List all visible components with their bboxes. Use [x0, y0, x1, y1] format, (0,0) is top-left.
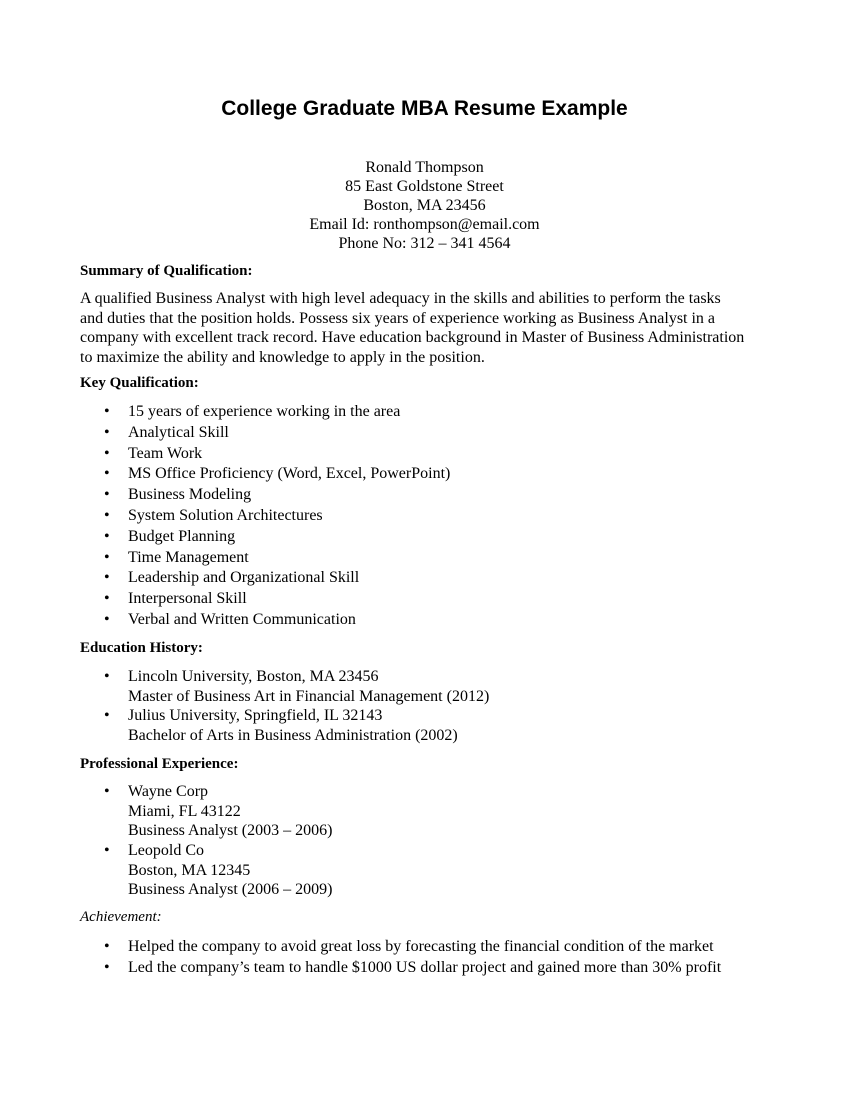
bullet-icon: • [104, 423, 110, 441]
experience-company: Leopold Co [128, 842, 204, 860]
experience-company: Wayne Corp [128, 783, 209, 800]
bullet-icon: • [104, 527, 110, 545]
bullet-icon: • [104, 938, 110, 955]
key-qualification-heading: Key Qualification: [80, 375, 199, 391]
list-item [104, 527, 450, 548]
list-item [104, 402, 450, 423]
contact-email: Email Id: ronthompson@email.com [309, 216, 540, 233]
experience-location: Boston, MA 12345 [128, 861, 251, 879]
list-item-text: Time Management [128, 548, 249, 566]
bullet-icon: • [104, 444, 110, 462]
contact-block [0, 158, 849, 253]
summary-line: A qualified Business Analyst with high level adequacy in the skills and abilities to perform the tasks [80, 290, 721, 307]
list-item [104, 957, 721, 978]
bullet-icon: • [104, 610, 110, 628]
education-heading: Education History: [80, 640, 203, 656]
experience-role: Business Analyst (2003 – 2006) [128, 822, 333, 840]
experience-heading: Professional Experience: [80, 756, 239, 772]
summary-line: and duties that the position holds. Possess six years of experience working as Business Analyst in a [80, 309, 716, 327]
list-item-text: Team Work [128, 444, 203, 462]
education-list [104, 667, 489, 746]
bullet-icon: • [104, 590, 110, 608]
list-item-text: Analytical Skill [128, 423, 229, 441]
list-item [104, 841, 332, 900]
education-degree: Bachelor of Arts in Business Administration (2002) [128, 727, 458, 745]
contact-city: Boston, MA 23456 [363, 197, 486, 214]
list-item [104, 485, 450, 506]
education-degree: Master of Business Art in Financial Management (2012) [128, 687, 490, 705]
bullet-icon: • [104, 959, 110, 976]
summary-heading: Summary of Qualification: [80, 263, 253, 279]
list-item-text: Helped the company to avoid great loss by forecasting the financial condition of the market [128, 938, 714, 955]
list-item [104, 464, 450, 485]
experience-role: Business Analyst (2006 – 2009) [128, 881, 333, 899]
list-item-text: Verbal and Written Communication [128, 610, 356, 628]
list-item-text: Led the company’s team to handle $1000 US dollar project and gained more than 30% profit [128, 959, 722, 976]
list-item [104, 506, 450, 527]
summary-line: to maximize the ability and knowledge to apply in the position. [80, 348, 485, 366]
bullet-icon: • [104, 783, 110, 800]
list-item [104, 782, 332, 841]
contact-name: Ronald Thompson [365, 159, 484, 176]
list-item-text: Business Modeling [128, 486, 252, 504]
list-item [104, 444, 450, 465]
bullet-icon: • [104, 465, 110, 483]
list-item-text: Interpersonal Skill [128, 590, 247, 608]
list-item [104, 589, 450, 610]
list-item [104, 936, 721, 957]
list-item-text: MS Office Proficiency (Word, Excel, PowerPoint) [128, 465, 451, 483]
list-item-text: System Solution Architectures [128, 506, 323, 524]
bullet-icon: • [104, 548, 110, 566]
list-item [104, 423, 450, 444]
education-school: Lincoln University, Boston, MA 23456 [128, 668, 379, 685]
bullet-icon: • [104, 842, 110, 860]
list-item-text: 15 years of experience working in the area [128, 403, 401, 420]
list-item [104, 706, 489, 745]
list-item [104, 568, 450, 589]
contact-phone: Phone No: 312 – 341 4564 [338, 235, 511, 252]
education-school: Julius University, Springfield, IL 32143 [128, 707, 383, 725]
bullet-icon: • [104, 506, 110, 524]
list-item-text: Budget Planning [128, 527, 236, 545]
achievement-list [104, 936, 721, 978]
page-title: College Graduate MBA Resume Example [221, 97, 628, 120]
list-item [104, 610, 450, 631]
bullet-icon: • [104, 707, 110, 725]
list-item [104, 548, 450, 569]
summary-line: company with excellent track record. Have education background in Master of Business Administration [80, 329, 745, 346]
bullet-icon: • [104, 486, 110, 504]
list-item [104, 667, 489, 706]
bullet-icon: • [104, 668, 110, 685]
bullet-icon: • [104, 403, 110, 420]
list-item-text: Leadership and Organizational Skill [128, 569, 360, 587]
key-qualification-list [104, 402, 450, 631]
summary-paragraph [80, 289, 780, 367]
bullet-icon: • [104, 569, 110, 587]
experience-list [104, 782, 332, 900]
experience-location: Miami, FL 43122 [128, 802, 241, 820]
contact-street: 85 East Goldstone Street [345, 178, 504, 195]
achievement-heading: Achievement: [80, 909, 162, 925]
